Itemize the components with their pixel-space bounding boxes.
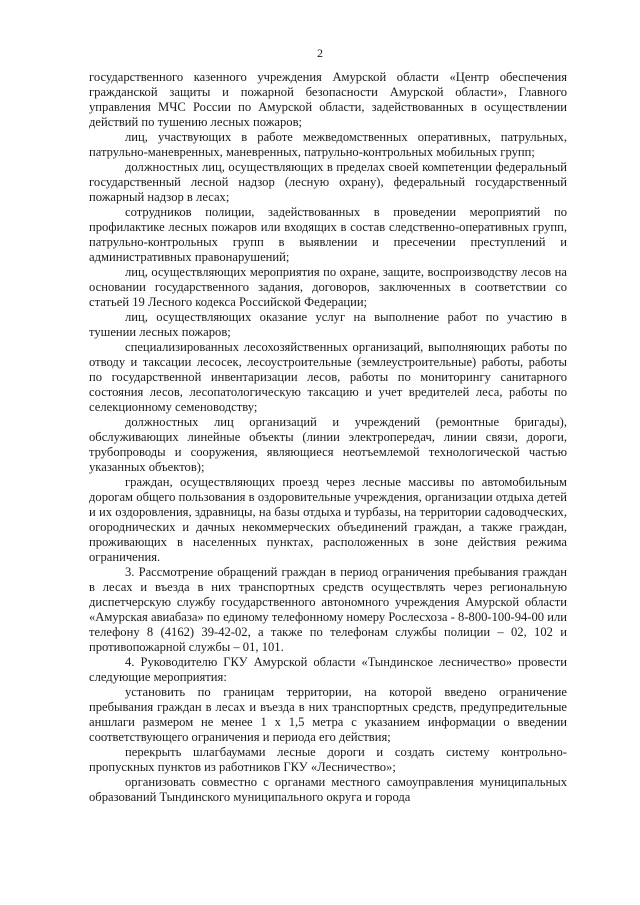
paragraph: граждан, осуществляющих проезд через лесные массивы по автомобильным дорогам общего пользования в оздоровительные учреждения, организации отдыха детей и их оздоровления, здравницы, на базы отдыха и турбазы, на территории садоводческих, огороднических и дачных некоммерческих объединений граждан, а также граждан, проживающих в населенных пунктах, расположенных в зоне действия режима ограничения. — [89, 475, 567, 564]
paragraph: должностных лиц, осуществляющих в пределах своей компетенции федеральный государственный лесной надзор (лесную охрану), федеральный государственный пожарный надзор в лесах; — [89, 160, 567, 204]
paragraph: лиц, участвующих в работе межведомственных оперативных, патрульных, патрульно-маневренных, маневренных, патрульно-контрольных мобильных групп; — [89, 130, 567, 159]
paragraph: специализированных лесохозяйственных организаций, выполняющих работы по отводу и таксации лесосек, лесоустроительные (землеустроительные) работы, работы по государственной инвентаризации лесов, работы по мониторингу санитарного состояния лесов, лесопатологическую таксацию и учет вредителей леса, работы по селекционному семеноводству; — [89, 340, 567, 414]
paragraph: 3. Рассмотрение обращений граждан в период ограничения пребывания граждан в лесах и въезда в них транспортных средств осуществлять через региональную диспетчерскую службу государственного автономного учреждения Амурской области «Амурская авиабаза» по единому телефонному номеру Рослесхоза - 8-800-100-94-00 или телефону 8 (4162) 39-42-02, а также по телефонам службы полиции – 02, 102 и противопожарной службы – 01, 101. — [89, 565, 567, 654]
paragraph: перекрыть шлагбаумами лесные дороги и создать систему контрольно-пропускных пунктов из работников ГКУ «Лесничество»; — [89, 745, 567, 774]
paragraph: установить по границам территории, на которой введено ограничение пребывания граждан в лесах и въезда в них транспортных средств, предупредительные аншлаги размером не менее 1 х 1,5 метра с указанием информации о введении соответствующего ограничения и периода его действия; — [89, 685, 567, 744]
paragraph: лиц, осуществляющих оказание услуг на выполнение работ по участию в тушении лесных пожаров; — [89, 310, 567, 339]
body-text — [89, 70, 567, 805]
paragraph: организовать совместно с органами местного самоуправления муниципальных образований Тындинского муниципального округа и города — [89, 775, 567, 804]
paragraph: лиц, осуществляющих мероприятия по охране, защите, воспроизводству лесов на основании государственного задания, договоров, заключенных в соответствии со статьей 19 Лесного кодекса Российской Федерации; — [89, 265, 567, 309]
paragraph: сотрудников полиции, задействованных в проведении мероприятий по профилактике лесных пожаров или входящих в состав следственно-оперативных групп, патрульно-контрольных групп в выявлении и пресечении преступлений и административных правонарушений; — [89, 205, 567, 264]
paragraph: должностных лиц организаций и учреждений (ремонтные бригады), обслуживающих линейные объекты (линии электропередач, линии связи, дороги, трубопроводы и сооружения, являющиеся неотъемлемой технологической частью указанных объектов); — [89, 415, 567, 474]
page-number: 2 — [317, 46, 323, 60]
paragraph: государственного казенного учреждения Амурской области «Центр обеспечения гражданской защиты и пожарной безопасности Амурской области», Главного управления МЧС России по Амурской области, задействованных в осуществлении действий по тушению лесных пожаров; — [89, 70, 567, 129]
paragraph: 4. Руководителю ГКУ Амурской области «Тындинское лесничество» провести следующие мероприятия: — [89, 655, 567, 684]
